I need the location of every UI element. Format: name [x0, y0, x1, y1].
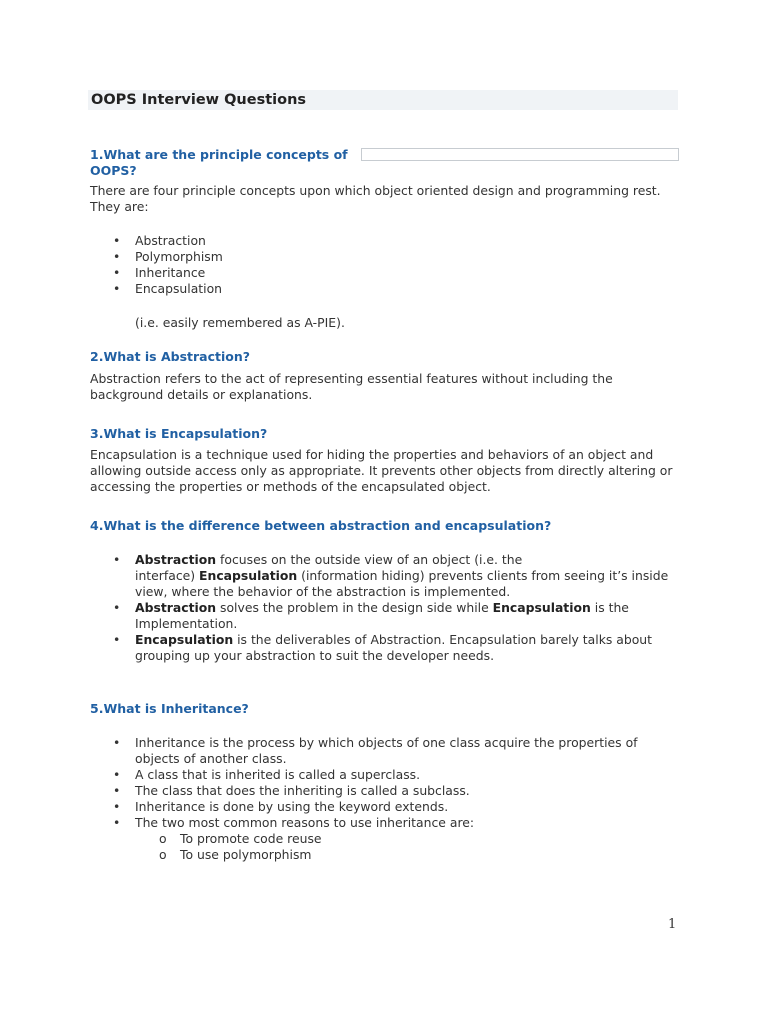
- inheritance-point-5: The two most common reasons to use inheritance are:: [135, 815, 475, 830]
- page-number: 1: [668, 917, 677, 932]
- reason-polymorphism: To use polymorphism: [180, 847, 312, 862]
- question-3-number: 3.: [90, 426, 104, 441]
- list-item: • Inheritance is done by using the keyword extends.: [113, 799, 449, 814]
- question-4-number: 4.: [90, 518, 104, 533]
- question-5-heading: [90, 701, 249, 717]
- inheritance-point-1-line2: objects of another class.: [135, 751, 287, 766]
- concept-polymorphism: Polymorphism: [135, 249, 223, 264]
- list-item: • Inheritance is the process by which objects of one class acquire the properties of objects of another class.: [113, 735, 638, 766]
- difference-list: [90, 552, 668, 664]
- question-4-heading: [90, 518, 551, 534]
- difference-3-text: is the deliverables of Abstraction. Encapsulation barely talks about: [233, 632, 653, 647]
- inheritance-point-2: A class that is inherited is called a superclass.: [135, 767, 421, 782]
- list-item: o To use polymorphism: [159, 847, 312, 862]
- list-item: • Inheritance: [113, 265, 206, 280]
- list-item: • Abstraction solves the problem in the design side while Encapsulation is the Implementation.: [90, 600, 668, 632]
- concept-encapsulation: Encapsulation: [135, 281, 223, 296]
- question-5-text: What is Inheritance?: [103, 701, 249, 716]
- question-2-heading: [90, 349, 250, 365]
- term-encapsulation: Encapsulation: [492, 600, 591, 615]
- list-item: o To promote code reuse: [159, 831, 322, 846]
- page-title: OOPS Interview Questions: [91, 92, 307, 108]
- question-5-number: 5.: [90, 701, 104, 716]
- question-1-heading: [90, 147, 348, 179]
- inheritance-list: [90, 735, 638, 863]
- list-item: • The class that does the inheriting is called a subclass.: [113, 783, 470, 798]
- term-encapsulation: Encapsulation: [199, 568, 298, 583]
- inheritance-reasons-list: [135, 831, 638, 863]
- question-1-intro: [90, 183, 661, 215]
- question-2-text: What is Abstraction?: [103, 349, 251, 364]
- difference-3-line2: grouping up your abstraction to suit the developer needs.: [135, 648, 495, 663]
- inheritance-point-3: The class that does the inheriting is called a subclass.: [135, 783, 470, 798]
- list-item: • Abstraction focuses on the outside view of an object (i.e. the interface) Encapsulation (information hiding) prevents clients from seeing it’s inside view, where the behavior of the abstraction is implemented.: [113, 552, 669, 599]
- inheritance-point-1-line1: Inheritance is the process by which objects of one class acquire the properties of: [135, 735, 638, 750]
- question-3-answer-line2: allowing outside access only as appropriate. It prevents other objects from directly altering or: [90, 463, 673, 478]
- concept-abstraction: Abstraction: [135, 233, 206, 248]
- question-3-answer: [90, 447, 672, 495]
- difference-2-rest: is the: [590, 600, 629, 615]
- question-3-answer-line1: Encapsulation is a technique used for hiding the properties and behaviors of an object and: [90, 447, 654, 462]
- question-4-text: What is the difference between abstraction and encapsulation?: [103, 518, 552, 533]
- difference-1-text: focuses on the outside view of an object (i.e. the: [216, 552, 523, 567]
- list-item: • The two most common reasons to use inheritance are: o To promote code reuse o To use polymorphism: [90, 815, 638, 863]
- concepts-list: [90, 233, 223, 297]
- reason-code-reuse: To promote code reuse: [180, 831, 322, 846]
- difference-2-line2: Implementation.: [135, 616, 238, 631]
- question-1-text-line2: OOPS?: [90, 163, 137, 178]
- concept-inheritance: Inheritance: [135, 265, 206, 280]
- question-1-number: 1.: [90, 147, 104, 162]
- question-1-intro-line2: They are:: [90, 199, 149, 214]
- inheritance-point-4: Inheritance is done by using the keyword extends.: [135, 799, 449, 814]
- list-item: • Encapsulation is the deliverables of Abstraction. Encapsulation barely talks about grouping up your abstraction to suit the developer needs.: [90, 632, 668, 664]
- question-3-text: What is Encapsulation?: [103, 426, 268, 441]
- list-item: • A class that is inherited is called a superclass.: [113, 767, 421, 782]
- question-2-answer-line2: background details or explanations.: [90, 387, 313, 402]
- term-abstraction: Abstraction: [135, 600, 217, 615]
- question-2-answer: [90, 371, 613, 403]
- question-1-note: (i.e. easily remembered as A-PIE).: [135, 315, 345, 330]
- difference-2-mid: solves the problem in the design side while: [216, 600, 493, 615]
- difference-1-line3: view, where the behavior of the abstraction is implemented.: [135, 584, 511, 599]
- question-1-text-line1: What are the principle concepts of: [103, 147, 348, 162]
- question-2-number: 2.: [90, 349, 104, 364]
- question-3-heading: [90, 426, 267, 442]
- difference-1-rest: (information hiding) prevents clients from seeing it’s inside: [297, 568, 669, 583]
- term-encapsulation: Encapsulation: [135, 632, 234, 647]
- question-2-answer-line1: Abstraction refers to the act of representing essential features without including the: [90, 371, 613, 386]
- question-3-answer-line3: accessing the properties or methods of the encapsulated object.: [90, 479, 491, 494]
- list-item: • Polymorphism: [113, 249, 223, 264]
- term-abstraction: Abstraction: [135, 552, 217, 567]
- difference-1-pre: interface): [135, 568, 200, 583]
- list-item: • Encapsulation: [113, 281, 223, 296]
- question-1-rule-box: [361, 148, 679, 161]
- list-item: • Abstraction: [113, 233, 206, 248]
- question-1-intro-line1: There are four principle concepts upon which object oriented design and programming rest.: [90, 183, 661, 198]
